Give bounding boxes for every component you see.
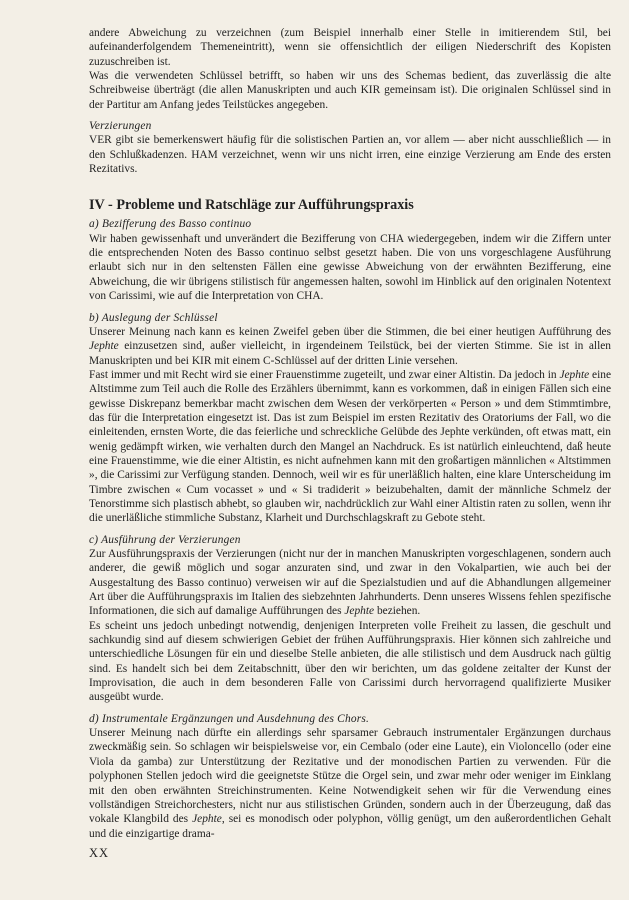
subheading-c-title: Ausführung der Verzierungen <box>101 533 241 546</box>
paragraph-c2: Es scheint uns jedoch unbedingt notwendig, denjenigen Interpreten volle Freiheit zu lassen, die geschult und sachkundig sind auf diesem schwierigen Gebiet der frühen Aufführungspraxis. Hier können sich zahlreiche und unterschiedliche Lösungen für ein und dieselbe Stelle anbieten, die alle stilistisch und dem Ausdruck nach gültig sind. Es handelt sich bei dem Zeitabschnitt, über den wir berichten, um das goldene zeitalter der Kunst der Improvisation, die auch in dem besonderen Falle von Carissimi durch hervorragend qualifizierte Musiker ausgeübt wurde. <box>89 619 611 704</box>
text-run: Fast immer und mit Recht wird sie einer Frauenstimme zugeteilt, und zwar einer Altistin. Da jedoch in <box>89 368 560 381</box>
page-number: XX <box>89 846 110 860</box>
title-jephte: Jephte <box>89 340 119 353</box>
paragraph-d <box>89 726 611 841</box>
subheading-verzierungen: Verzierungen <box>89 120 152 133</box>
text-run: Unserer Meinung nach kann es keinen Zweifel geben über die Stimmen, die bei einer heutigen Aufführung des <box>89 325 611 338</box>
text-run: Zur Ausführungspraxis der Verzierungen (nicht nur der in manchen Manuskripten vorgeschlagenen, sondern auch anderer, die gewiß möglich und sogar anzuraten sind, und zwar in den Vokalpartien, wie auch bei der Ausgestaltung des Basso continuo) verweisen wir auf die Spezialstudien und auf die Abhandlungen allgemeiner Art über die Aufführungspraxis im Italien des siebzehnten Jahrhunderts. Denn unseres Wissens fehlen spezifische Informationen, die sich auf damalige Aufführungen des <box>89 548 611 618</box>
paragraph-schluessel: Was die verwendeten Schlüssel betrifft, so haben wir uns des Schemas bedient, das zuverlässig die alte Schreibweise überträgt (die allen Manuskripten und auch KIR gemeinsam ist). Die originalen Schlüssel sind in der Partitur am Anfang jedes Teilstückes angegeben. <box>89 70 611 111</box>
paragraph-b1 <box>89 325 611 368</box>
text-run: einzusetzen sind, außer vielleicht, in irgendeinem Teilstück, bei der vierten Stimme. Sie ist in allen Manuskripten und bei KIR mit einem C-Schlüssel auf der dritten Linie versehen. <box>89 340 611 367</box>
paragraph-abweichung: andere Abweichung zu verzeichnen (zum Beispiel innerhalb einer Stelle in imitierendem Stil, bei aufeinanderfolgendem Themeneintritt), wenn sie offensichtlich der eiligen Niederschrift des Kopisten zuzuschreiben ist. <box>89 27 611 68</box>
subheading-d-label: d) <box>89 712 99 725</box>
paragraph-ver: VER gibt sie bemerkenswert häufig für die solistischen Partien an, vor allem — aber nicht ausschließlich — in den Schlußkadenzen. HAM verzeichnet, wenn wir uns nicht irren, eine einzige Verzierung am Ende des ersten Rezitativs. <box>89 134 611 176</box>
paragraph-c1 <box>89 547 611 619</box>
paragraph-a: Wir haben gewissenhaft und unverändert die Bezifferung von CHA wiedergegeben, indem wir die Ziffern unter die entsprechenden Noten des Basso continuo selbst gesetzt haben. Die von uns vorgeschlagene Ausführung erlaubt sich nur in den seltensten Fällen eine gewisse Abweichung von der erwähnten Bezifferung, eine Abweichung, die wir übrigens stilistisch für angemessen halten, sowohl im Hinblick auf den originalen Notentext von Carissimi, wie auf die Interpretation von CHA. <box>89 232 611 303</box>
section-title: IV - Probleme und Ratschläge zur Aufführungspraxis <box>89 197 414 214</box>
text-run: beziehen. <box>374 605 421 618</box>
paragraph-b2 <box>89 368 611 526</box>
subheading-c <box>89 533 611 547</box>
text-run: Unserer Meinung nach dürfte ein allerdings sehr sparsamer Gebrauch instrumentaler Ergänzungen durchaus zweckmäßig sein. So schlagen wir beispielsweise vor, ein Cembalo (oder eine Laute), ein Violoncello (oder eine Viola da gamba) zur Unterstützung der Rezitative und der monodischen Partien zu verwenden. Für die polyphonen Stellen jedoch wird die geeignetste Stütze die Orgel sein, und zwar mehr oder weniger im Einklang mit den oben erwähnten Streichinstrumenten. Keine Notwendigkeit sehen wir für die Verwendung eines vollständigen Streichorchesters, nicht nur aus stilistischen Gründen, sondern auch in der Überzeugung, daß das vokale Klangbild des <box>89 727 611 826</box>
subheading-b <box>89 311 611 325</box>
text-run: eine Altstimme zum Teil auch die Rolle des Erzählers übernimmt, kann es vorkommen, daß in einigen Fällen sich eine gewisse Diskrepanz bemerkbar macht zwischen dem Wesen der verkörperten « Person » und dem Stimmtimbre, das für die Interpretation eingesetzt ist. Das ist zum Beispiel im ersten Rezitativ des Oratoriums der Fall, wo die einleitenden, ernsten Worte, die das feierliche und schreckliche Gelübde des Jephte verkünden, oft etwas matt, ein wenig gedämpft wirken, wie verhalten durch den Mangel an Nachdruck. Es ist natürlich einleuchtend, daß heute eine Frauenstimme, wie die einer Altistin, es nicht aufnehmen kann mit den großartigen männlichen « Altstimmen », die Carissimi zur Verfügung standen. Dennoch, weil wir es für unerläßlich halten, eine klare Unterscheidung im Timbre zwischen « Cum vocasset » und « Si tradiderit » beizubehalten, damit der männliche Schmelz der Tenorstimme sich plastisch abhebt, so glauben wir, nachdrücklich zur Wahl einer Altistin raten zu sollen, wenn ihr die unerläßliche stimmliche Substanz, Klarheit und Durchschlagskraft zu Gebote steht. <box>89 368 611 525</box>
subheading-b-label: b) <box>89 311 99 324</box>
subheading-a <box>89 217 611 231</box>
title-jephte: Jephte <box>559 368 590 381</box>
subheading-b-title: Auslegung der Schlüssel <box>101 311 218 324</box>
subheading-c-label: c) <box>89 533 99 546</box>
subheading-a-label: a) <box>89 218 99 231</box>
subheading-d <box>89 712 611 726</box>
title-jephte: Jephte <box>192 813 222 826</box>
text-column <box>89 26 611 841</box>
subheading-a-title: Bezifferung des Basso continuo <box>101 218 252 231</box>
subheading-d-title: Instrumentale Ergänzungen und Ausdehnung des Chors. <box>101 712 370 725</box>
text-run: , sei es monodisch oder polyphon, völlig genügt, um den außerordentlichen Gehalt und die einzigartige drama- <box>89 813 611 840</box>
title-jephte: Jephte <box>344 605 375 618</box>
